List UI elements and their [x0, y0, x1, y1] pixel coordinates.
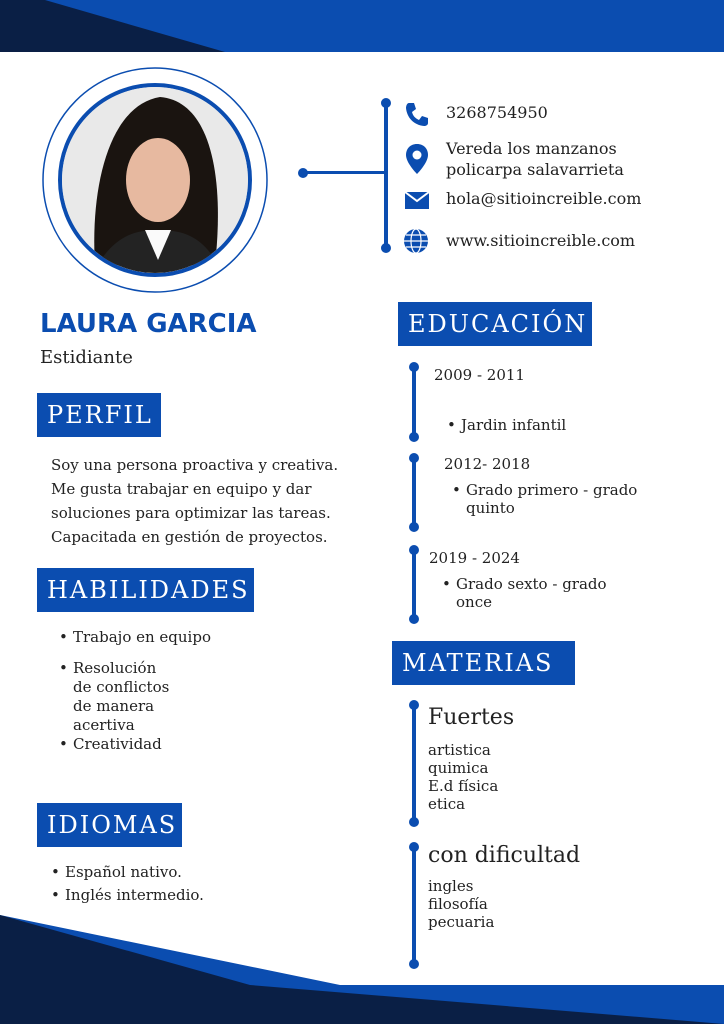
- contact-bar-dot-top: [381, 98, 391, 108]
- list-item: • Grado primero - grado quinto: [452, 481, 637, 517]
- timeline-dot: [409, 842, 419, 852]
- timeline-dot: [409, 817, 419, 827]
- website-link[interactable]: www.sitioincreible.com: [446, 231, 636, 250]
- timeline-dot: [409, 522, 419, 532]
- list-item: • Trabajo en equipo: [59, 628, 211, 647]
- list-item: artistica: [428, 741, 491, 759]
- fuertes-title: Fuertes: [428, 705, 515, 730]
- fuertes-list: [428, 741, 498, 813]
- person-name: LAURA GARCIA: [40, 309, 257, 339]
- perfil-line: Capacitada en gestión de proyectos.: [51, 528, 328, 546]
- location-icon: [405, 143, 429, 175]
- address-line-1: Vereda los manzanos: [446, 139, 617, 158]
- list-item: pecuaria: [428, 913, 495, 931]
- perfil-text: [51, 453, 338, 549]
- materias-timeline-1: [412, 704, 416, 822]
- timeline-dot: [409, 614, 419, 624]
- email-address[interactable]: hola@sitioincreible.com: [446, 189, 642, 208]
- phone-number: 3268754950: [446, 103, 548, 122]
- materias-heading: MATERIAS: [392, 641, 575, 685]
- edu-detail-2: [452, 481, 637, 517]
- materias-timeline-2: [412, 846, 416, 964]
- list-item: • Español nativo.: [51, 861, 204, 884]
- edu-years-3: 2019 - 2024: [429, 549, 520, 567]
- list-item: E.d física: [428, 777, 499, 795]
- list-item: • Resolución de conflictos de manera acertiva: [59, 659, 211, 735]
- globe-icon: [403, 228, 429, 254]
- perfil-line: Me gusta trabajar en equipo y dar: [51, 480, 312, 498]
- list-item: • Grado sexto - grado once: [442, 575, 607, 611]
- list-item: • Jardin infantil: [447, 416, 566, 434]
- timeline-dot: [409, 362, 419, 372]
- contact-bar-dot-bottom: [381, 243, 391, 253]
- contact-bar: [384, 103, 388, 248]
- perfil-line: Soy una persona proactiva y creativa.: [51, 456, 339, 474]
- habilidades-list: [59, 628, 211, 754]
- photo-connector: [302, 171, 387, 174]
- idiomas-heading: IDIOMAS: [37, 803, 182, 847]
- timeline-dot: [409, 453, 419, 463]
- profile-photo: [40, 65, 270, 295]
- timeline-dot: [409, 959, 419, 969]
- email-icon: [404, 191, 430, 211]
- list-item: • Creatividad: [59, 735, 211, 754]
- edu-years-2: 2012- 2018: [444, 455, 531, 473]
- list-item: ingles: [428, 877, 474, 895]
- timeline-dot: [409, 432, 419, 442]
- edu-years-1: 2009 - 2011: [434, 366, 525, 384]
- dificultad-list: [428, 877, 494, 931]
- edu-timeline-2: [412, 457, 416, 527]
- timeline-dot: [409, 545, 419, 555]
- phone-icon: [404, 101, 428, 127]
- educacion-heading: EDUCACIÓN: [398, 302, 592, 346]
- list-item: quimica: [428, 759, 489, 777]
- perfil-heading: PERFIL: [37, 393, 161, 437]
- photo-frame: [40, 65, 270, 295]
- person-role: Estidiante: [40, 347, 133, 368]
- edu-timeline-3: [412, 549, 416, 619]
- edu-detail-1: [447, 416, 566, 434]
- list-item: • Inglés intermedio.: [51, 884, 204, 907]
- habilidades-heading: HABILIDADES: [37, 568, 254, 612]
- perfil-line: soluciones para optimizar las tareas.: [51, 504, 331, 522]
- connector-dot: [298, 168, 308, 178]
- list-item: etica: [428, 795, 466, 813]
- timeline-dot: [409, 700, 419, 710]
- idiomas-list: [51, 861, 204, 907]
- edu-detail-3: [442, 575, 607, 611]
- address-line-2: policarpa salavarrieta: [446, 160, 624, 179]
- dificultad-title: con dificultad: [428, 843, 581, 868]
- list-item: filosofía: [428, 895, 488, 913]
- edu-timeline-1: [412, 366, 416, 437]
